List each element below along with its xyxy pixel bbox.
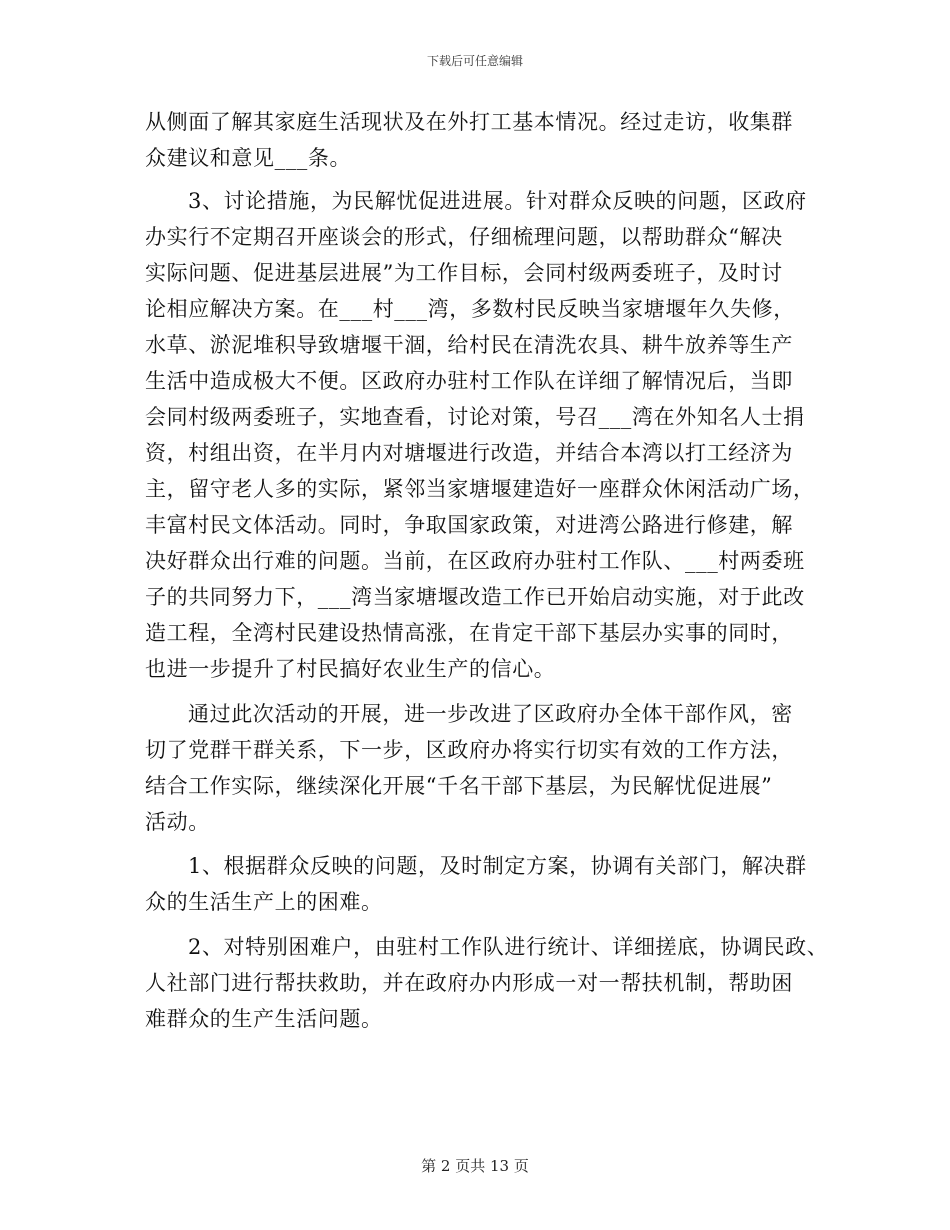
text-line: 主，留守老人多的实际，紧邻当家塘堰建造好一座群众休闲活动广场，: [145, 477, 815, 501]
text-line: 也进一步提升了村民搞好农业生产的信心。: [145, 657, 556, 681]
text-line: 水草、淤泥堆积导致塘堰干涸，给村民在清洗农具、耕牛放养等生产: [145, 333, 793, 357]
page-header: 下载后可任意编辑: [426, 54, 523, 68]
text-line: 决好群众出行难的问题。当前，在区政府办驻村工作队、___村两委班: [145, 549, 805, 573]
text-line: 活动。: [145, 810, 210, 834]
text-line: 1、根据群众反映的问题，及时制定方案，协调有关部门，解决群: [188, 854, 807, 878]
text-line: 论相应解决方案。在___村___湾，多数村民反映当家塘堰年久失修，: [145, 297, 795, 321]
page-footer: 第 2 页共 13 页: [421, 1157, 529, 1175]
text-line: 实际问题、促进基层进展”为工作目标，会同村级两委班子，及时讨: [145, 261, 783, 285]
text-line: 丰富村民文体活动。同时，争取国家政策，对进湾公路进行修建，解: [145, 513, 793, 537]
text-line: 切了党群干群关系，下一步，区政府办将实行切实有效的工作方法，: [145, 738, 793, 762]
text-line: 众建议和意见___条。: [145, 146, 352, 170]
text-line: 众的生活生产上的困难。: [145, 890, 383, 914]
text-line: 造工程，全湾村民建设热情高涨，在肯定干部下基层办实事的同时，: [145, 621, 793, 645]
text-line: 从侧面了解其家庭生活现状及在外打工基本情况。经过走访，收集群: [145, 110, 793, 134]
text-line: 子的共同努力下，___湾当家塘堰改造工作已开始启动实施，对于此改: [145, 585, 805, 609]
text-line: 人社部门进行帮扶救助，并在政府办内形成一对一帮扶机制，帮助困: [145, 971, 793, 995]
text-line: 难群众的生产生活问题。: [145, 1007, 383, 1031]
text-line: 资，村组出资，在半月内对塘堰进行改造，并结合本湾以打工经济为: [145, 441, 793, 465]
text-line: 会同村级两委班子，实地查看，讨论对策，号召___湾在外知名人士捐: [145, 405, 805, 429]
text-line: 办实行不定期召开座谈会的形式，仔细梳理问题，以帮助群众“解决: [145, 225, 783, 249]
text-line: 生活中造成极大不便。区政府办驻村工作队在详细了解情况后，当即: [145, 369, 793, 393]
text-line: 结合工作实际，继续深化开展“千名干部下基层，为民解忧促进展”: [145, 774, 773, 798]
text-line: 3、讨论措施，为民解忧促进进展。针对群众反映的问题，区政府: [188, 189, 807, 213]
text-line: 2、对特别困难户，由驻村工作队进行统计、详细搓底，协调民政、: [188, 935, 829, 959]
text-line: 通过此次活动的开展，进一步改进了区政府办全体干部作风，密: [188, 702, 793, 726]
